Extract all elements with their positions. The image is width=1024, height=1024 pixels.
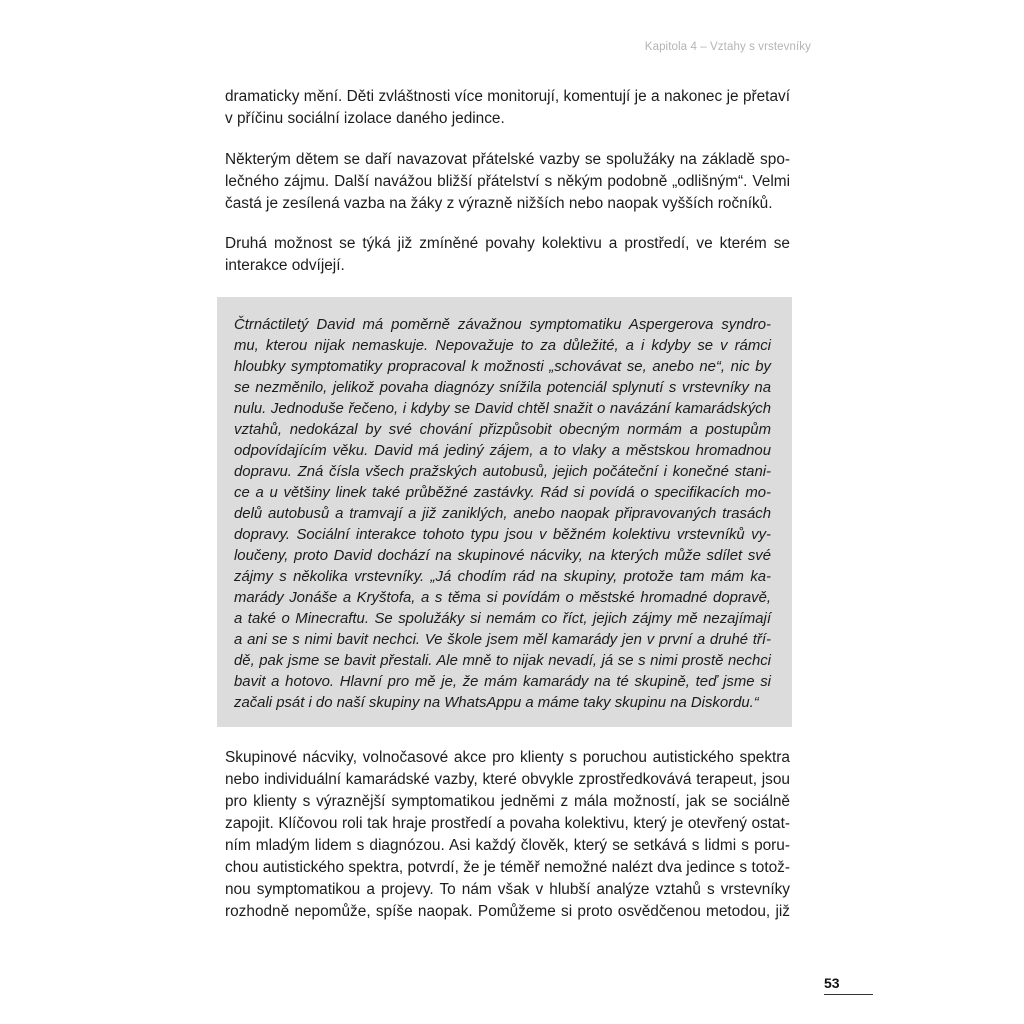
quote-line: odpovídajícím věku. David má jediný zájem, a to vlaky a městskou hromadnou	[234, 443, 771, 459]
text-line: častá je zesílená vazba na žáky z výrazně nižších nebo naopak vyšších ročníků.	[225, 195, 773, 212]
text-line: Skupinové nácviky, volnočasové akce pro klienty s poruchou autistického spektra	[225, 749, 790, 766]
case-study-text	[234, 315, 771, 714]
text-line: zapojit. Klíčovou roli tak hraje prostředí a povaha kolektivu, který je otevřený ostat-	[225, 815, 790, 832]
quote-line: hloubky symptomatiky propracoval k možnosti „schovávat se, anebo ne“, nic by	[234, 359, 771, 375]
quote-line: mu, kterou nijak nemaskuje. Nepovažuje to za důležité, a i kdyby se v rámci	[234, 338, 771, 354]
text-line: rozhodně nepomůže, spíše naopak. Pomůžeme si proto osvědčenou metodou, již	[225, 903, 790, 920]
text-line: v příčinu sociální izolace daného jedince.	[225, 110, 505, 127]
quote-line: marády Jonáše a Kryštofa, a s těma si povídám o městské hromadné dopravě,	[234, 590, 771, 606]
quote-line: vztahů, nedokázal by své chování přizpůsobit obecným normám a postupům	[234, 422, 771, 438]
text-line: nebo individuální kamarádské vazby, které obvykle zprostředkovává terapeut, jsou	[225, 771, 790, 788]
text-line: nou symptomatikou a projevy. To nám však v hlubší analýze vztahů s vrstevníky	[225, 881, 790, 898]
quote-line: Čtrnáctiletý David má poměrně závažnou symptomatiku Aspergerova syndro-	[234, 317, 771, 333]
text-line: lečného zájmu. Další navážou bližší přátelství s někým podobně „odlišným“. Velmi	[225, 173, 790, 190]
text-line: Druhá možnost se týká již zmíněné povahy kolektivu a prostředí, ve kterém se	[225, 235, 790, 252]
paragraph-3	[225, 233, 790, 277]
quote-line: delů autobusů a tramvají a již zaniklých, anebo naopak připravovaných trasách	[234, 506, 771, 522]
text-line: Některým dětem se daří navazovat přátelské vazby se spolužáky na základě spo-	[225, 151, 790, 168]
text-line: chou autistického spektra, potvrdí, že je téměř nemožné nalézt dva jedince s totož-	[225, 859, 790, 876]
paragraph-4	[225, 747, 790, 923]
page-number-rule	[824, 994, 873, 995]
quote-line: dopravy. Sociální interakce tohoto typu jsou v běžném kolektivu vrstevníků vy-	[234, 527, 771, 543]
page-number: 53	[824, 975, 840, 991]
quote-line: zájmy s několika vrstevníky. „Já chodím rád na skupiny, protože tam mám ka-	[234, 569, 771, 585]
quote-line: nulu. Jednoduše řečeno, i kdyby se David chtěl snažit o navázání kamarádských	[234, 401, 771, 417]
quote-line: ce a u většiny linek také průběžné zastávky. Rád si povídá o specifikacích mo-	[234, 485, 771, 501]
quote-line: loučeny, proto David dochází na skupinové nácviky, na kterých může sdílet své	[234, 548, 771, 564]
quote-line: dě, pak jsme se bavit přestali. Ale mně to nijak nevadí, já se s nimi prostě nechci	[234, 653, 771, 669]
paragraph-2	[225, 149, 790, 215]
text-line: pro klienty s výraznější symptomatikou jedněmi z mála možností, jak se sociálně	[225, 793, 790, 810]
text-line: dramaticky mění. Děti zvláštnosti více monitorují, komentují je a nakonec je přetaví	[225, 88, 790, 105]
text-line: ním mladým lidem s diagnózou. Asi každý člověk, který se setkává s lidmi s poru-	[225, 837, 790, 854]
quote-line: se nezměnilo, jelikož povaha diagnózy snížila potenciál splynutí s vrstevníky na	[234, 380, 771, 396]
quote-line: začali psát i do naší skupiny na WhatsAppu a máme taky skupinu na Diskordu.“	[234, 695, 759, 711]
running-head: Kapitola 4 – Vztahy s vrstevníky	[644, 41, 811, 53]
paragraph-1	[225, 86, 790, 130]
quote-line: a ani se s nimi bavit nechci. Ve škole jsem měl kamarády jen v první a druhé tří-	[234, 632, 771, 648]
text-line: interakce odvíjejí.	[225, 257, 345, 274]
quote-line: bavit a hotovo. Hlavní pro mě je, že mám kamarády na té skupině, teď jsme si	[234, 674, 771, 690]
quote-line: a také o Minecraftu. Se spolužáky si nemám co říct, jejich zájmy mě nezajímají	[234, 611, 771, 627]
quote-line: dopravu. Zná čísla všech pražských autobusů, jejich počáteční i konečné stani-	[234, 464, 771, 480]
